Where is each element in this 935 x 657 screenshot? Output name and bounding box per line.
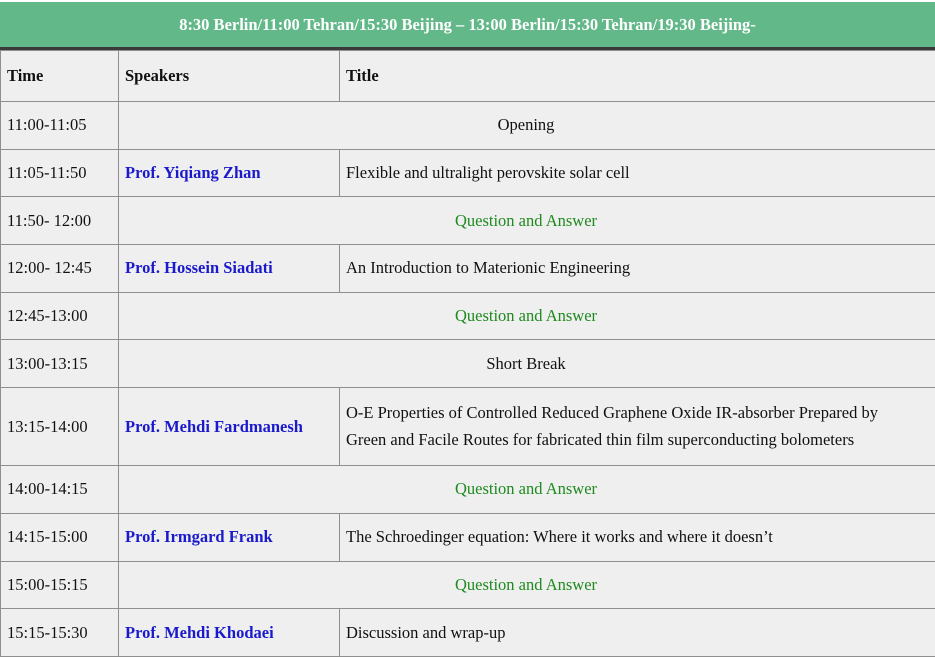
title-cell: An Introduction to Materionic Engineering [340, 245, 935, 293]
speaker-cell [119, 388, 340, 466]
table-row [1, 197, 935, 245]
table-row [1, 388, 935, 466]
table-row [1, 149, 935, 197]
time-cell: 11:50- 12:00 [1, 197, 119, 245]
time-cell: 15:00-15:15 [1, 561, 119, 609]
schedule-banner: 8:30 Berlin/11:00 Tehran/15:30 Beijing – 13:00 Berlin/15:30 Tehran/19:30 Beijing- [0, 2, 935, 50]
table-row [1, 340, 935, 388]
time-cell: 13:00-13:15 [1, 340, 119, 388]
schedule-table [0, 50, 935, 657]
speaker-link[interactable]: Frank [228, 527, 273, 547]
table-row [1, 245, 935, 293]
title-cell: The Schroedinger equation: Where it works and where it doesn’t [340, 513, 935, 561]
qa-cell: Question and Answer [119, 466, 935, 514]
time-cell: 11:05-11:50 [1, 149, 119, 197]
header-time: Time [1, 51, 119, 102]
time-cell: 14:00-14:15 [1, 466, 119, 514]
title-line: Green and Facile Routes for fabricated thin film superconducting bolometers [346, 429, 855, 449]
header-row [1, 51, 935, 102]
time-cell: 11:00-11:05 [1, 102, 119, 150]
time-cell: 15:15-15:30 [1, 609, 119, 657]
title-cell: Discussion and wrap-up [340, 609, 935, 657]
table-row [1, 466, 935, 514]
time-cell: 13:15-14:00 [1, 388, 119, 466]
speaker-link[interactable]: Hossein Siadati [164, 258, 273, 278]
table-row [1, 292, 935, 340]
title-line: O-E Properties of Controlled Reduced Graphene Oxide IR-absorber Prepared by [346, 403, 878, 423]
qa-cell: Question and Answer [119, 197, 935, 245]
table-row [1, 102, 935, 150]
table-row [1, 513, 935, 561]
speaker-prefix: Prof. [125, 258, 160, 278]
header-title: Title [340, 51, 935, 102]
title-cell [340, 388, 935, 466]
speaker-link[interactable]: Prof. Mehdi Fardmanesh [125, 416, 303, 436]
speaker-cell [119, 149, 340, 197]
opening-cell: Opening [119, 102, 935, 150]
speaker-name: Prof. Yiqiang Zhan [125, 163, 261, 183]
speaker-cell [119, 245, 340, 293]
speaker-name: Prof. Mehdi Khodaei [125, 622, 274, 642]
time-cell: 12:00- 12:45 [1, 245, 119, 293]
speaker-link[interactable]: Prof. Irmgard [125, 527, 225, 547]
time-cell: 12:45-13:00 [1, 292, 119, 340]
qa-cell: Question and Answer [119, 292, 935, 340]
time-cell: 14:15-15:00 [1, 513, 119, 561]
speaker-cell [119, 609, 340, 657]
table-row [1, 561, 935, 609]
speaker-cell [119, 513, 340, 561]
break-cell: Short Break [119, 340, 935, 388]
table-row [1, 609, 935, 657]
title-cell: Flexible and ultralight perovskite solar cell [340, 149, 935, 197]
header-speakers: Speakers [119, 51, 340, 102]
qa-cell: Question and Answer [119, 561, 935, 609]
